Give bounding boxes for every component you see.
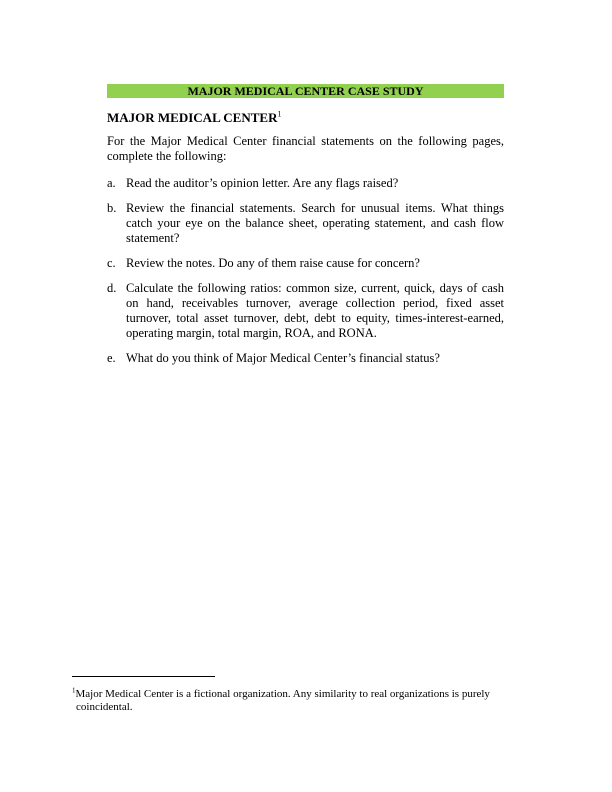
case-study-banner: MAJOR MEDICAL CENTER CASE STUDY — [107, 84, 504, 98]
heading-text: MAJOR MEDICAL CENTER — [107, 110, 278, 125]
footnote-marker: 1 — [72, 686, 76, 695]
heading-footnote-ref: 1 — [277, 109, 282, 119]
task-marker: d. — [107, 281, 117, 295]
footnote — [72, 688, 502, 714]
task-item-c — [107, 256, 504, 271]
footnote-line-1 — [72, 688, 502, 701]
task-text: Review the notes. Do any of them raise cause for concern? — [126, 256, 420, 270]
task-item-a — [107, 176, 504, 191]
task-marker: e. — [107, 351, 116, 365]
task-text: What do you think of Major Medical Center’s financial status? — [126, 351, 440, 365]
task-marker: c. — [107, 256, 116, 270]
task-item-b — [107, 201, 504, 246]
task-item-d — [107, 281, 504, 341]
page-heading — [107, 110, 281, 125]
task-marker: b. — [107, 201, 117, 215]
footnote-text: Major Medical Center is a fictional organization. Any similarity to real organizations is purely — [75, 688, 490, 700]
task-text: Calculate the following ratios: common size, current, quick, days of cash on hand, receivables turnover, average collection period, fixed asset turnover, total asset turnover, debt, debt to equity, times-interest-earned, operating margin, total margin, ROA, and RONA. — [126, 281, 504, 340]
task-list — [107, 176, 504, 376]
footnote-line-2: coincidental. — [76, 701, 133, 713]
intro-paragraph: For the Major Medical Center financial statements on the following pages, complete the following: — [107, 134, 504, 163]
footnote-separator — [72, 676, 215, 677]
task-item-e — [107, 351, 504, 366]
task-marker: a. — [107, 176, 116, 190]
task-text: Read the auditor’s opinion letter. Are any flags raised? — [126, 176, 399, 190]
task-text: Review the financial statements. Search for unusual items. What things catch your eye on the balance sheet, operating statement, and cash flow statement? — [126, 201, 504, 245]
